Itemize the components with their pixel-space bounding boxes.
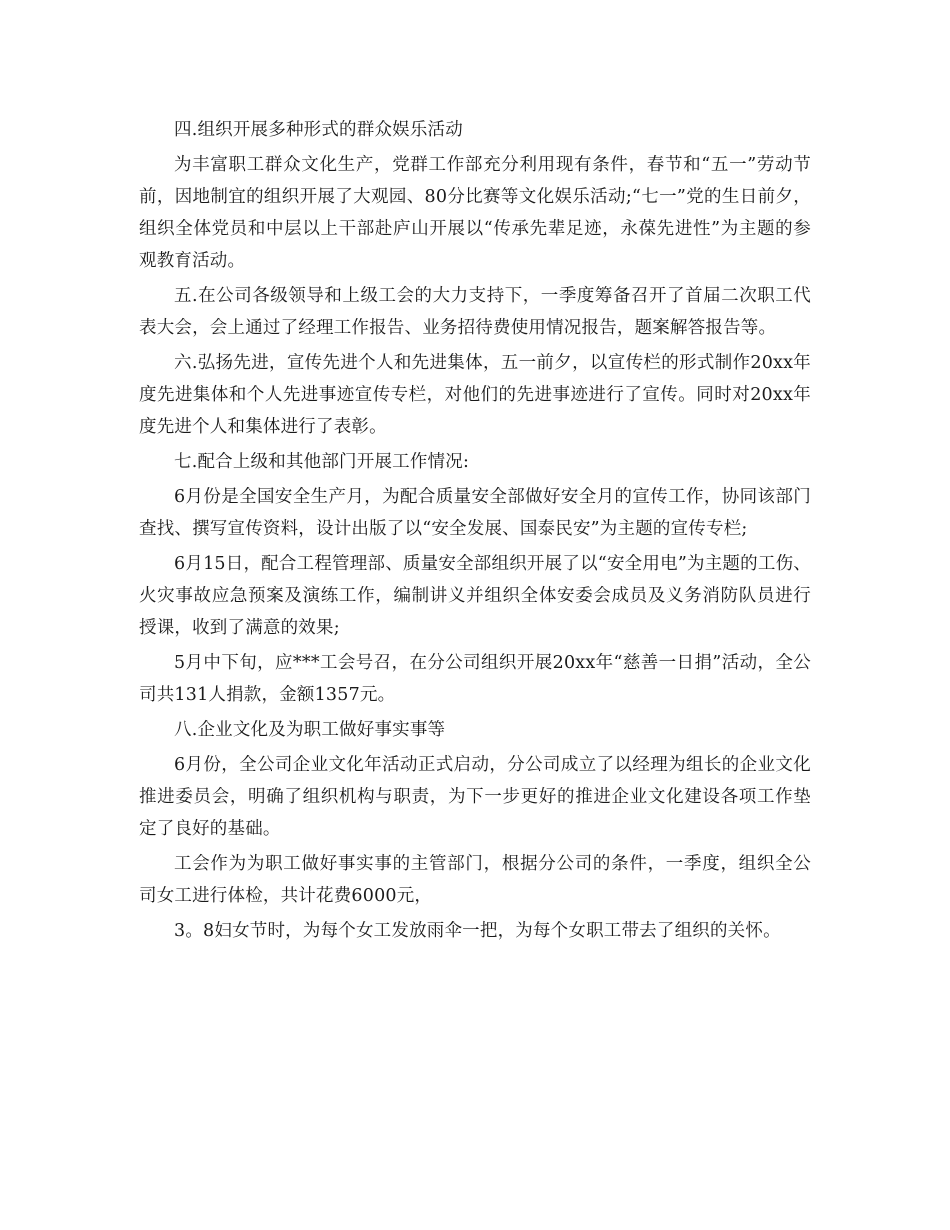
paragraph-womens-day: 3。8妇女节时，为每个女工发放雨伞一把，为每个女职工带去了组织的关怀。 [174, 921, 781, 941]
paragraph-promote-advanced: 六.弘扬先进，宣传先进个人和先进集体，五一前夕，以宣传栏的形式制作20xx年度先进集体和个人先进事迹宣传专栏，对他们的先进事迹进行了宣传。同时对20xx年度先进个人和集体进行了表彰。 [139, 353, 811, 437]
section-heading-entertainment: 四.组织开展多种形式的群众娱乐活动 [174, 120, 463, 140]
paragraph-culture-activities: 为丰富职工群众文化生产，党群工作部充分利用现有条件，春节和“五一”劳动节前，因地制宜的组织开展了大观园、80分比赛等文化娱乐活动;“七一”党的生日前夕，组织全体党员和中层以上干部赴庐山开展以“传承先辈足迹，永葆先进性”为主题的参观教育活动。 [139, 155, 811, 271]
paragraph-culture-committee: 6月份，全公司企业文化年活动正式启动，分公司成立了以经理为组长的企业文化推进委员会，明确了组织机构与职责，为下一步更好的推进企业文化建设各项工作垫定了良好的基础。 [139, 755, 811, 839]
document-body [139, 114, 811, 950]
section-heading-corporate-culture: 八.企业文化及为职工做好事实事等 [174, 720, 446, 740]
paragraph-workers-congress: 五.在公司各级领导和上级工会的大力支持下，一季度筹备召开了首届二次职工代表大会，会上通过了经理工作报告、业务招待费使用情况报告，题案解答报告等。 [139, 286, 811, 338]
paragraph-safety-month: 6月份是全国安全生产月，为配合质量安全部做好安全月的宣传工作，协同该部门查找、撰写宣传资料，设计出版了以“安全发展、国泰民安”为主题的宣传专栏; [139, 487, 811, 539]
paragraph-charity-donation: 5月中下旬，应***工会号召，在分公司组织开展20xx年“慈善一日捐”活动，全公司共131人捐款，金额1357元。 [139, 653, 811, 705]
section-heading-cooperation: 七.配合上级和其他部门开展工作情况: [174, 452, 470, 472]
paragraph-health-check: 工会作为为职工做好事实事的主管部门，根据分公司的条件，一季度，组织全公司女工进行体检，共计花费6000元， [139, 854, 811, 906]
paragraph-electrical-safety: 6月15日，配合工程管理部、质量安全部组织开展了以“安全用电”为主题的工伤、火灾事故应急预案及演练工作，编制讲义并组织全体安委会成员及义务消防队员进行授课，收到了满意的效果; [139, 554, 811, 638]
